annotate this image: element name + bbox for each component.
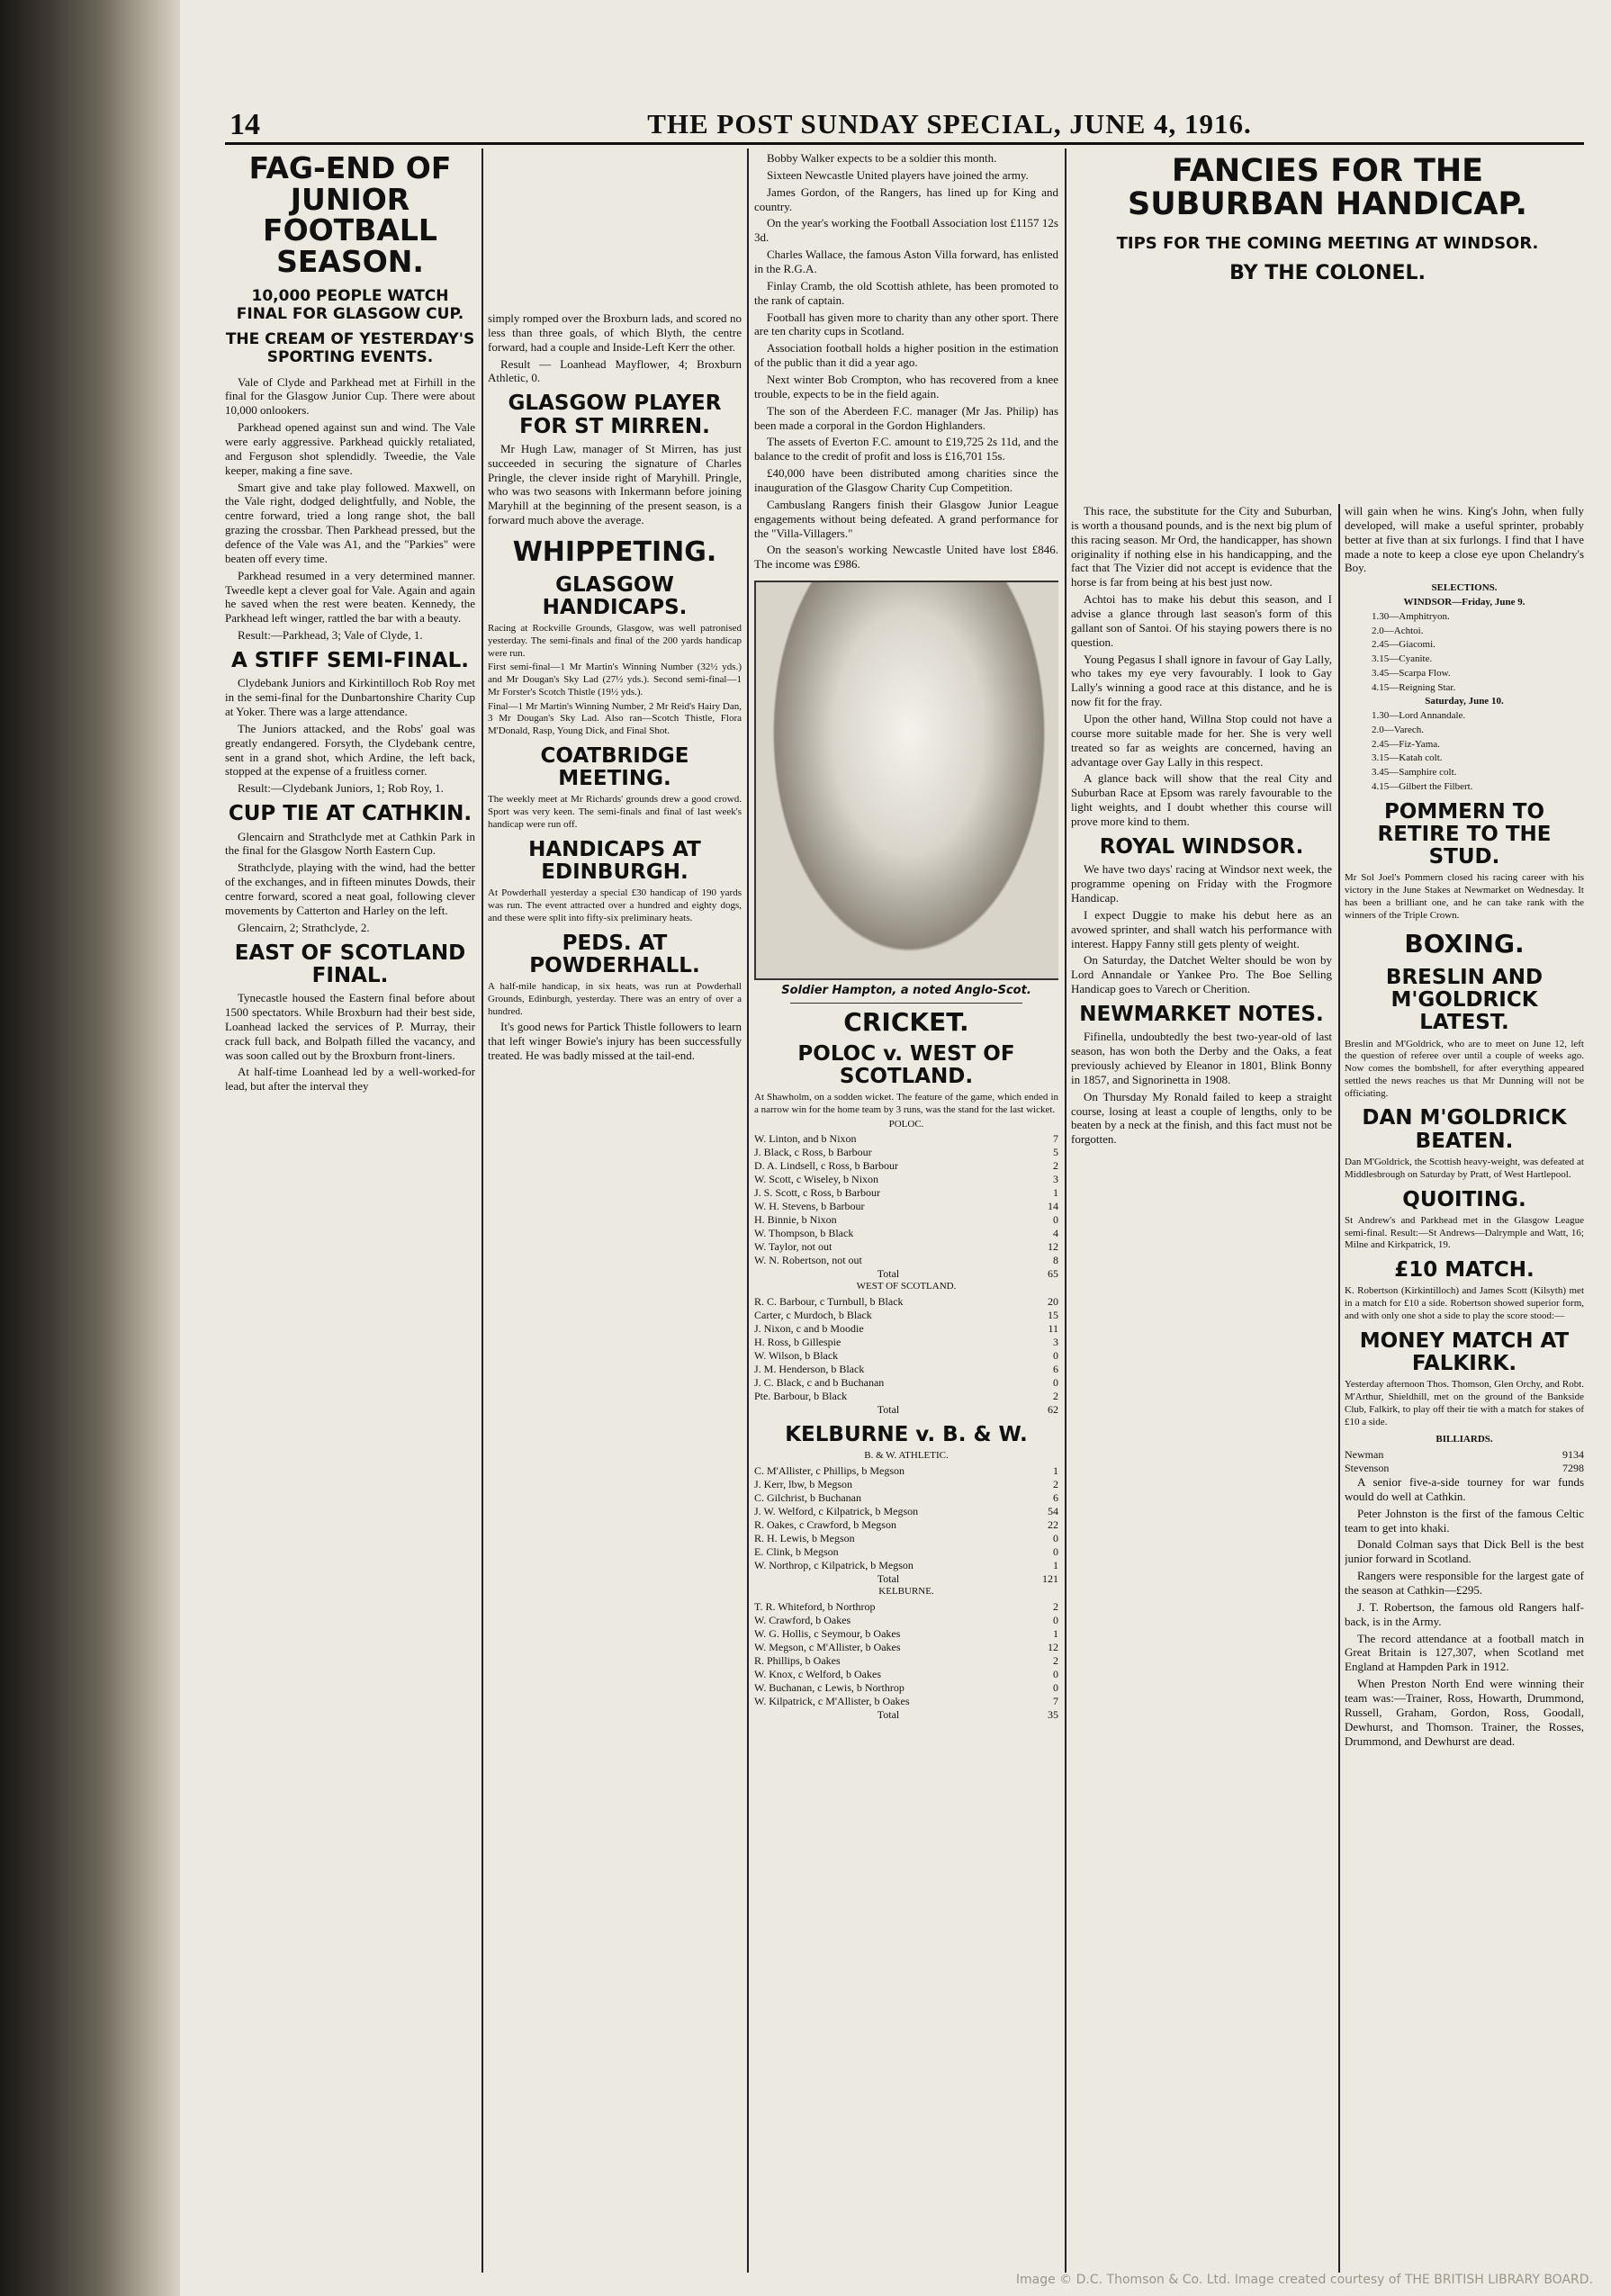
runs-cell: 2 xyxy=(1053,1390,1058,1403)
runs-cell: 7298 xyxy=(1562,1462,1584,1474)
batsman-cell: R. C. Barbour, c Turnbull, b Black xyxy=(754,1295,904,1309)
runs-cell: 14 xyxy=(1048,1200,1058,1213)
runs-cell: 6 xyxy=(1053,1363,1058,1376)
runs-cell: 6 xyxy=(1053,1491,1058,1505)
column-rule-3 xyxy=(1065,149,1066,2273)
table-row xyxy=(754,1213,1058,1227)
note-paragraph: Association football holds a higher position in the estimation of the public than it did a year ago. xyxy=(754,341,1058,370)
table-row xyxy=(754,1227,1058,1240)
batsman-cell: W. Scott, c Wiseley, b Nixon xyxy=(754,1173,879,1186)
soldier-portrait-photo xyxy=(754,581,1058,980)
runs-cell: 0 xyxy=(1053,1213,1058,1227)
selection-item: 4.15—Reigning Star. xyxy=(1372,681,1456,693)
batsman-cell: W. Knox, c Welford, b Oakes xyxy=(754,1667,882,1680)
runs-cell: 3 xyxy=(1053,1336,1058,1349)
heading-glasgow-handicaps: GLASGOW HANDICAPS. xyxy=(542,572,688,619)
total-label: Total xyxy=(877,1572,900,1586)
batsman-cell: W. Crawford, b Oakes xyxy=(754,1613,851,1626)
heading-quoiting: QUOITING. xyxy=(1402,1187,1526,1211)
article-paragraph: Achtoi has to make his debut this season, and I advise a glance through last season's form of this gallant son of Santoi. Of his staying powers there is no question. xyxy=(1071,592,1332,649)
heading-edinburgh-handicaps: HANDICAPS AT EDINBURGH. xyxy=(528,837,701,885)
article-paragraph: I expect Duggie to make his debut here as an avowed sprinter, and shall watch his performance with interest. Happy Fanny still gets plenty of weight. xyxy=(1071,907,1332,950)
scorecard-bw xyxy=(754,1464,1058,1586)
batsman-cell: Carter, c Murdoch, b Black xyxy=(754,1309,872,1322)
team-name: KELBURNE. xyxy=(878,1586,934,1598)
selections-list-saturday xyxy=(1372,710,1584,794)
heading-pommern: POMMERN TO RETIRE TO THE STUD. xyxy=(1377,799,1552,869)
note-paragraph: Donald Colman says that Dick Bell is the best junior forward in Scotland. xyxy=(1345,1537,1584,1566)
runs-cell: 3 xyxy=(1053,1173,1058,1186)
heading-powderhall: PEDS. AT POWDERHALL. xyxy=(529,931,700,977)
article-paragraph: Smart give and take play followed. Maxwell, on the Vale right, dodged delightfully, and Noble, the centre forward, tried a long range shot, the ball grazing the crossbar. Then Parkhead pressed, but the defence of the Vale was A1, and the "Parkies" were beaten off every time. xyxy=(225,480,475,565)
article-paragraph: The Juniors attacked, and the Robs' goal was greatly endangered. Forsyth, the Clydebank centre, sent in a grand shot, which Ardine, the left back, stopped at the expense of a fruitless corner. xyxy=(225,721,475,779)
total-label: Total xyxy=(877,1267,900,1281)
runs-cell: 12 xyxy=(1048,1640,1058,1653)
batsman-cell: R. Phillips, b Oakes xyxy=(754,1653,841,1667)
note-paragraph: The record attendance at a football match in Great Britain is 127,307, when Scotland met England at Hampden Park in 1912. xyxy=(1345,1631,1584,1674)
batsman-cell: Pte. Barbour, b Black xyxy=(754,1390,848,1403)
heading-coatbridge: COATBRIDGE MEETING. xyxy=(540,743,689,791)
note-paragraph: Rangers were responsible for the largest gate of the season at Cathkin—£295. xyxy=(1345,1569,1584,1598)
table-row xyxy=(754,1349,1058,1363)
batsman-cell: J. C. Black, c and b Buchanan xyxy=(754,1376,885,1390)
article-paragraph: Breslin and M'Goldrick, who are to meet on June 12, left the question of referee over until a couple of weeks ago. Now comes the bombshell, for after everything appeared settled the news reaches us that Mr Dunning will not be officiating. xyxy=(1345,1038,1584,1099)
article-paragraph: Young Pegasus I shall ignore in favour of Gay Lally, who takes my eye very favourably. I look to Gay Lally's winning a good race at this distance, and he is now fit for the fray. xyxy=(1071,652,1332,709)
article-paragraph: On Saturday, the Datchet Welter should be won by Lord Annandale or Yankee Pro. The Boe Selling Handicap goes to Varech or Cherition. xyxy=(1071,953,1332,996)
article-paragraph: Yesterday afternoon Thos. Thomson, Glen Orchy, and Robt. M'Arthur, Shieldhill, met on the ground of the Bankside Club, Falkirk, to play off their tie with a match for stakes of £10 a side. xyxy=(1345,1379,1584,1427)
total-row xyxy=(754,1572,1058,1586)
batsman-cell: W. Buchanan, c Lewis, b Northrop xyxy=(754,1680,904,1694)
batsman-cell: R. Oakes, c Crawford, b Megson xyxy=(754,1518,896,1532)
table-row xyxy=(754,1254,1058,1267)
selection-item: 2.0—Achtoi. xyxy=(1372,625,1424,636)
table-row xyxy=(754,1159,1058,1173)
subhead-cream: THE CREAM OF YESTERDAY'S SPORTING EVENTS. xyxy=(225,329,475,366)
note-paragraph: On the year's working the Football Association lost £1157 12s 3d. xyxy=(754,216,1058,245)
article-paragraph: Fifinella, undoubtedly the best two-year-old of last season, has won both the Derby and the Oaks, a feat previously achieved by Eleanor in 1801, Blink Bonny in 1857, and Signorinetta in 1908. xyxy=(1071,1030,1332,1086)
batsman-cell: J. Nixon, c and b Moodie xyxy=(754,1322,864,1336)
note-paragraph: James Gordon, of the Rangers, has lined up for King and country. xyxy=(754,185,1058,213)
results-paragraph: The weekly meet at Mr Richards' grounds drew a good crowd. Sport was very keen. The semi-finals and final of last week's handicap were run off. xyxy=(488,794,742,830)
subhead-windsor-tips: TIPS FOR THE COMING MEETING AT WINDSOR. xyxy=(1116,233,1539,253)
heading-breslin: BRESLIN AND M'GOLDRICK LATEST. xyxy=(1385,965,1544,1035)
masthead-rule xyxy=(225,142,1584,145)
column-rule-2 xyxy=(747,149,749,2273)
match-result: Result:—Parkhead, 3; Vale of Clyde, 1. xyxy=(238,628,423,643)
note-paragraph: On the season's working Newcastle United have lost £846. The income was £986. xyxy=(754,543,1058,572)
table-row xyxy=(754,1173,1058,1186)
runs-cell: 9134 xyxy=(1562,1448,1584,1461)
article-paragraph: This race, the substitute for the City and Suburban, is worth a thousand pounds, and is the next big plum of this racing season. Mr Ord, the handicapper, has shown originality if nothing else in his handicapping, and the fact that The Vizier did not accept is evidence that the horse is far from being at his best just now. xyxy=(1071,504,1332,590)
team-name: POLOC. xyxy=(888,1118,924,1130)
table-row xyxy=(754,1309,1058,1322)
runs-cell: 1 xyxy=(1053,1626,1058,1640)
note-paragraph: Bobby Walker expects to be a soldier this month. xyxy=(767,151,997,165)
table-row xyxy=(754,1518,1058,1532)
batsman-cell: H. Ross, b Gillespie xyxy=(754,1336,842,1349)
runs-cell: 1 xyxy=(1053,1186,1058,1200)
batsman-cell: Stevenson xyxy=(1345,1462,1390,1474)
runs-cell: 11 xyxy=(1048,1322,1058,1336)
batsman-cell: W. Megson, c M'Allister, b Oakes xyxy=(754,1640,901,1653)
table-row xyxy=(754,1600,1058,1614)
masthead-title: THE POST SUNDAY SPECIAL, JUNE 4, 1916. xyxy=(647,108,1252,140)
article-paragraph: A glance back will show that the real City and Suburban Race at Epsom was rarely favourable to the light weights, and I doubt whether this course will prove more kind to them. xyxy=(1071,771,1332,829)
table-row xyxy=(754,1322,1058,1336)
selection-item: 3.45—Scarpa Flow. xyxy=(1372,667,1451,679)
runs-cell: 0 xyxy=(1053,1667,1058,1680)
selection-item: 3.15—Katah colt. xyxy=(1372,752,1443,764)
subhead-by-colonel: BY THE COLONEL. xyxy=(1229,261,1426,284)
selections-list-friday xyxy=(1372,611,1584,695)
heading-money-match: MONEY MATCH AT FALKIRK. xyxy=(1359,1328,1570,1375)
masthead-row xyxy=(230,108,1580,140)
table-row xyxy=(754,1240,1058,1254)
runs-cell: 4 xyxy=(1053,1227,1058,1240)
batsman-cell: W. Kilpatrick, c M'Allister, b Oakes xyxy=(754,1694,910,1707)
table-row xyxy=(1345,1448,1584,1462)
batsman-cell: W. N. Robertson, not out xyxy=(754,1254,862,1267)
heading-east-of-scotland: EAST OF SCOTLAND FINAL. xyxy=(234,941,466,987)
table-row xyxy=(754,1295,1058,1309)
runs-cell: 15 xyxy=(1048,1309,1058,1322)
table-row xyxy=(754,1390,1058,1403)
scorecard-west xyxy=(754,1295,1058,1417)
batsman-cell: T. R. Whiteford, b Northrop xyxy=(754,1599,876,1613)
article-paragraph: St Andrew's and Parkhead met in the Glasgow League semi-final. Result:—St Andrews—Dalrymple and Watt, 16; Milne and Kirkpatrick, 19. xyxy=(1345,1214,1584,1251)
results-paragraph: First semi-final—1 Mr Martin's Winning Number (32½ yds.) and Mr Dougan's Sky Lad (27½ yds.). Second semi-final—1 Mr Forster's Scotch Thistle (19½ yds.). xyxy=(488,662,742,698)
article-paragraph: Mr Hugh Law, manager of St Mirren, has just succeeded in securing the signature of Charles Pringle, the clever inside right of Maryhill. Pringle, who was two seasons with Inkermann before joining Maryhill at the beginning of the present season, is a forward much above the average. xyxy=(488,441,742,527)
match-result: Result:—Clydebank Juniors, 1; Rob Roy, 1. xyxy=(238,781,444,796)
table-row xyxy=(754,1132,1058,1146)
heading-whippeting: WHIPPETING. xyxy=(512,536,717,569)
article-paragraph: will gain when he wins. King's John, when fully developed, will make a useful sprinter, probably better at five than at six furlongs. I find that I have made a note to keep a close eye upon Chelandry's Boy. xyxy=(1345,504,1584,575)
batsman-cell: E. Clink, b Megson xyxy=(754,1545,839,1559)
billiards-scores xyxy=(1345,1448,1584,1475)
runs-cell: 0 xyxy=(1053,1349,1058,1363)
selections-day: WINDSOR—Friday, June 9. xyxy=(1403,597,1526,608)
runs-cell: 20 xyxy=(1048,1295,1058,1309)
heading-cricket: CRICKET. xyxy=(843,1007,969,1038)
heading-cup-tie-cathkin: CUP TIE AT CATHKIN. xyxy=(228,802,472,826)
batsman-cell: J. Black, c Ross, b Barbour xyxy=(754,1146,872,1159)
table-row xyxy=(754,1545,1058,1559)
table-row xyxy=(754,1681,1058,1695)
note-paragraph: When Preston North End were winning their team was:—Trainer, Ross, Howarth, Drummond, Russell, Graham, Gordon, Ross, Goodall, Dewhurst, and Thomson. Trainer, the Rosses, Drummond, and Dewhurst are dead. xyxy=(1345,1677,1584,1748)
total-row xyxy=(754,1267,1058,1281)
note-paragraph: Charles Wallace, the famous Aston Villa forward, has enlisted in the R.G.A. xyxy=(754,248,1058,276)
table-row xyxy=(754,1668,1058,1681)
selection-item: 2.0—Varech. xyxy=(1372,724,1425,735)
runs-cell: 0 xyxy=(1053,1545,1058,1559)
runs-cell: 54 xyxy=(1048,1505,1058,1518)
batsman-cell: W. G. Hollis, c Seymour, b Oakes xyxy=(754,1626,901,1640)
note-paragraph: Peter Johnston is the first of the famous Celtic team to get into khaki. xyxy=(1345,1506,1584,1535)
total-value: 121 xyxy=(1042,1572,1058,1586)
results-paragraph: A half-mile handicap, in six heats, was run at Powderhall Grounds, Edinburgh, yesterday. There was an entry of over a hundred. xyxy=(488,981,742,1017)
article-paragraph: We have two days' racing at Windsor next week, the programme opening on Friday with the Frogmore Handicap. xyxy=(1071,862,1332,905)
table-row xyxy=(754,1627,1058,1641)
article-paragraph: It's good news for Partick Thistle followers to learn that left winger Bowie's injury has been successfully treated. He was badly missed at the tail-end. xyxy=(488,1020,742,1063)
article-paragraph: Upon the other hand, Willna Stop could not have a course more suitable made for her. She is very well treated so far as weights are concerned, having an advantage over Gay Lally in this respect. xyxy=(1071,712,1332,769)
article-paragraph: Strathclyde, playing with the wind, had the better of the exchanges, and in fifteen minutes Dowds, their centre forward, scored a neat goal, following clever movements by Catterton and Harley on the left. xyxy=(225,860,475,917)
batsman-cell: C. M'Allister, c Phillips, b Megson xyxy=(754,1464,905,1478)
total-row xyxy=(754,1403,1058,1417)
note-paragraph: Cambuslang Rangers finish their Glasgow Junior League engagements without being defeated. A grand performance for the "Villa-Villagers." xyxy=(754,497,1058,540)
table-row xyxy=(754,1614,1058,1627)
note-paragraph: The assets of Everton F.C. amount to £19,725 2s 11d, and the balance to the credit of profit and loss is £16,701 15s. xyxy=(754,435,1058,464)
runs-cell: 7 xyxy=(1053,1694,1058,1707)
table-row xyxy=(754,1532,1058,1545)
table-row xyxy=(754,1336,1058,1349)
article-paragraph: Mr Sol Joel's Pommern closed his racing career with his victory in the June Stakes at Newmarket on Wednesday. It has been a brilliant one, and he can take rank with the winners of the Triple Crown. xyxy=(1345,872,1584,921)
total-value: 62 xyxy=(1048,1403,1058,1417)
selection-item: 2.45—Fiz-Yama. xyxy=(1372,738,1440,750)
total-label: Total xyxy=(877,1403,900,1417)
page-number: 14 xyxy=(230,108,260,141)
column-2 xyxy=(488,311,742,2266)
batsman-cell: W. Linton, and b Nixon xyxy=(754,1132,857,1146)
headline-junior-football: FAG-END OF JUNIOR FOOTBALL SEASON. xyxy=(248,151,452,279)
selection-item: 1.30—Lord Annandale. xyxy=(1372,710,1466,722)
note-paragraph: A senior five-a-side tourney for war funds would do well at Cathkin. xyxy=(1345,1475,1584,1503)
table-row xyxy=(754,1559,1058,1572)
table-row xyxy=(754,1478,1058,1491)
selection-item: 3.45—Samphire colt. xyxy=(1372,767,1457,779)
runs-cell: 0 xyxy=(1053,1532,1058,1545)
batsman-cell: W. Northrop, c Kilpatrick, b Megson xyxy=(754,1559,914,1572)
table-row xyxy=(754,1186,1058,1200)
note-paragraph: Finlay Cramb, the old Scottish athlete, has been promoted to the rank of captain. xyxy=(754,278,1058,307)
match-report: At Shawholm, on a sodden wicket. The feature of the game, which ended in a narrow win for the home team by 3 runs, was the stand for the last wicket. xyxy=(754,1092,1058,1115)
batsman-cell: J. Kerr, lbw, b Megson xyxy=(754,1478,853,1491)
batsman-cell: W. Wilson, b Black xyxy=(754,1349,839,1363)
batsman-cell: Newman xyxy=(1345,1448,1384,1461)
runs-cell: 2 xyxy=(1053,1159,1058,1173)
article-paragraph: K. Robertson (Kirkintilloch) and James Scott (Kilsyth) met in a match for £10 a side. Robertson showed superior form, and with only one shot a side to play the score stood:— xyxy=(1345,1285,1584,1321)
article-paragraph: On Thursday My Ronald failed to keep a straight course, losing at least a couple of lengths, only to be beaten by a neck at the finish, and this fact must not be forgotten. xyxy=(1071,1089,1332,1147)
table-row xyxy=(754,1654,1058,1668)
note-paragraph: Sixteen Newcastle United players have joined the army. xyxy=(767,167,1029,182)
runs-cell: 5 xyxy=(1053,1146,1058,1159)
table-row xyxy=(754,1641,1058,1654)
table-row xyxy=(754,1464,1058,1478)
note-paragraph: £40,000 have been distributed among charities since the inauguration of the Glasgow Charity Cup Competition. xyxy=(754,466,1058,495)
heading-kelburne: KELBURNE v. B. & W. xyxy=(785,1423,1028,1447)
heading-royal-windsor: ROYAL WINDSOR. xyxy=(1099,834,1304,859)
results-paragraph: Final—1 Mr Martin's Winning Number, 2 Mr Reid's Hairy Dan, 3 Mr Dougan's Sky Lad. Also ran—Scotch Thistle, Flora M'Donald, Rasp, Young Dick, and Final Shot. xyxy=(488,700,742,737)
match-result: Result — Loanhead Mayflower, 4; Broxburn Athletic, 0. xyxy=(488,356,742,385)
selections-day: Saturday, June 10. xyxy=(1425,696,1504,707)
table-row xyxy=(754,1505,1058,1518)
runs-cell: 2 xyxy=(1053,1653,1058,1667)
note-paragraph: The son of the Aberdeen F.C. manager (Mr Jas. Philip) has been made a corporal in the Gordon Highlanders. xyxy=(754,403,1058,432)
total-value: 35 xyxy=(1048,1707,1058,1721)
column-5 xyxy=(1345,504,1584,2266)
heading-boxing: BOXING. xyxy=(1404,929,1525,959)
scorecard-poloc xyxy=(754,1132,1058,1281)
batsman-cell: W. Taylor, not out xyxy=(754,1240,832,1254)
heading-ten-pound-match: £10 MATCH. xyxy=(1394,1258,1534,1283)
article-paragraph: Glencairn and Strathclyde met at Cathkin Park in the final for the Glasgow North Eastern Cup. xyxy=(225,829,475,858)
match-result: Glencairn, 2; Strathclyde, 2. xyxy=(238,920,370,934)
heading-stiff-semi-final: A STIFF SEMI-FINAL. xyxy=(230,649,470,673)
article-paragraph: Parkhead opened against sun and wind. The Vale were early aggressive. Parkhead quickly retaliated, and Ferguson shot splendidly. Tweedie, the Vale keeper, making a fine save. xyxy=(225,420,475,477)
book-binding-shadow xyxy=(0,0,180,2296)
article-paragraph: At half-time Loanhead led by a well-worked-for lead, but after the interval they xyxy=(225,1065,475,1094)
results-paragraph: Racing at Rockville Grounds, Glasgow, was well patronised yesterday. The semi-finals and final of the 200 yards handicap were run. xyxy=(488,623,742,659)
team-name: B. & W. ATHLETIC. xyxy=(864,1450,949,1462)
runs-cell: 2 xyxy=(1053,1599,1058,1613)
runs-cell: 0 xyxy=(1053,1376,1058,1390)
results-paragraph: At Powderhall yesterday a special £30 handicap of 190 yards was run. The event attracted over a hundred and eighty dogs, and these were split into fifty-six preliminary heats. xyxy=(488,887,742,923)
batsman-cell: W. H. Stevens, b Barbour xyxy=(754,1200,865,1213)
selection-item: 2.45—Giacomi. xyxy=(1372,639,1436,651)
column-1 xyxy=(225,151,475,2266)
table-row xyxy=(754,1491,1058,1505)
team-name: WEST OF SCOTLAND. xyxy=(856,1281,957,1292)
runs-cell: 8 xyxy=(1053,1254,1058,1267)
batsman-cell: J. S. Scott, c Ross, b Barbour xyxy=(754,1186,881,1200)
runs-cell: 22 xyxy=(1048,1518,1058,1532)
heading-newmarket-notes: NEWMARKET NOTES. xyxy=(1079,1002,1324,1026)
batsman-cell: R. H. Lewis, b Megson xyxy=(754,1532,855,1545)
runs-cell: 1 xyxy=(1053,1559,1058,1572)
runs-cell: 1 xyxy=(1053,1464,1058,1478)
photo-caption: Soldier Hampton, a noted Anglo-Scot. xyxy=(781,984,1031,998)
selection-item: 1.30—Amphitryon. xyxy=(1372,610,1450,622)
total-value: 65 xyxy=(1048,1267,1058,1281)
runs-cell: 7 xyxy=(1053,1132,1058,1146)
heading-dan-mgoldrick: DAN M'GOLDRICK BEATEN. xyxy=(1362,1106,1567,1153)
column-rule-4 xyxy=(1338,504,1340,2273)
article-paragraph: Clydebank Juniors and Kirkintilloch Rob Roy met in the semi-final for the Dunbartonshire Charity Cup at Yoker. There was a large attendance. xyxy=(225,676,475,719)
image-credit: Image © D.C. Thomson & Co. Ltd. Image created courtesy of THE BRITISH LIBRARY BOARD. xyxy=(1015,2273,1593,2287)
batsman-cell: H. Binnie, b Nixon xyxy=(754,1213,837,1227)
divider xyxy=(790,1003,1022,1004)
runs-cell: 0 xyxy=(1053,1680,1058,1694)
table-row xyxy=(754,1376,1058,1390)
article-paragraph: Parkhead resumed in a very determined manner. Tweedle kept a clever goal for Vale. Again and again he saved when the rest were beaten. Kennedy, the Parkhead left winger, rattled the bar with a beauty. xyxy=(225,568,475,626)
table-row xyxy=(754,1363,1058,1376)
column-rule-1 xyxy=(482,149,483,2273)
note-paragraph: Football has given more to charity than any other sport. There are ten charity cups in Scotland. xyxy=(754,310,1058,338)
batsman-cell: C. Gilchrist, b Buchanan xyxy=(754,1491,861,1505)
headline-suburban-handicap: FANCIES FOR THE SUBURBAN HANDICAP. xyxy=(1128,153,1527,222)
column-4 xyxy=(1071,504,1332,2266)
total-label: Total xyxy=(877,1707,900,1721)
table-row xyxy=(754,1695,1058,1708)
article-paragraph: Vale of Clyde and Parkhead met at Firhill in the final for the Glasgow Junior Cup. There were about 10,000 onlookers. xyxy=(225,374,475,418)
heading-poloc-v-west: POLOC v. WEST OF SCOTLAND. xyxy=(797,1041,1015,1088)
selection-item: 4.15—Gilbert the Filbert. xyxy=(1372,780,1473,792)
table-row xyxy=(1345,1462,1584,1475)
runs-cell: 12 xyxy=(1048,1240,1058,1254)
note-paragraph: Next winter Bob Crompton, who has recovered from a knee trouble, expects to be in the field again. xyxy=(754,373,1058,401)
selection-item: 3.15—Cyanite. xyxy=(1372,653,1433,665)
heading-st-mirren: GLASGOW PLAYER FOR ST MIRREN. xyxy=(508,392,722,438)
batsman-cell: J. W. Welford, c Kilpatrick, b Megson xyxy=(754,1505,919,1518)
column-4-header xyxy=(1076,151,1580,502)
batsman-cell: W. Thompson, b Black xyxy=(754,1227,854,1240)
subhead-10000-people: 10,000 PEOPLE WATCH FINAL FOR GLASGOW CUP. xyxy=(236,286,464,323)
batsman-cell: D. A. Lindsell, c Ross, b Barbour xyxy=(754,1159,898,1173)
table-row xyxy=(754,1200,1058,1213)
batsman-cell: J. M. Henderson, b Black xyxy=(754,1363,865,1376)
article-paragraph: Tynecastle housed the Eastern final before about 1500 spectators. While Broxburn had their best side, Loanhead lacked the services of P. Murray, their crack full back, and Bolpath filled the vacancy, and was soon called out by the Broxburn front-liners. xyxy=(225,991,475,1062)
runs-cell: 2 xyxy=(1053,1478,1058,1491)
note-paragraph: J. T. Robertson, the famous old Rangers half-back, is in the Army. xyxy=(1345,1599,1584,1628)
runs-cell: 0 xyxy=(1053,1613,1058,1626)
table-row xyxy=(754,1146,1058,1159)
article-paragraph: Dan M'Goldrick, the Scottish heavy-weight, was defeated at Middlesbrough on Saturday by Pratt, of West Hartlepool. xyxy=(1345,1157,1584,1180)
selections-heading: SELECTIONS. xyxy=(1431,582,1498,594)
column-3 xyxy=(754,151,1058,2266)
article-paragraph: simply romped over the Broxburn lads, and scored no less than three goals, of which Blyth, the centre forward, had a couple and Inside-Left Kerr the other. xyxy=(488,311,742,354)
billiards-heading: BILLIARDS. xyxy=(1436,1434,1493,1445)
scorecard-kelburne xyxy=(754,1600,1058,1722)
total-row xyxy=(754,1708,1058,1722)
